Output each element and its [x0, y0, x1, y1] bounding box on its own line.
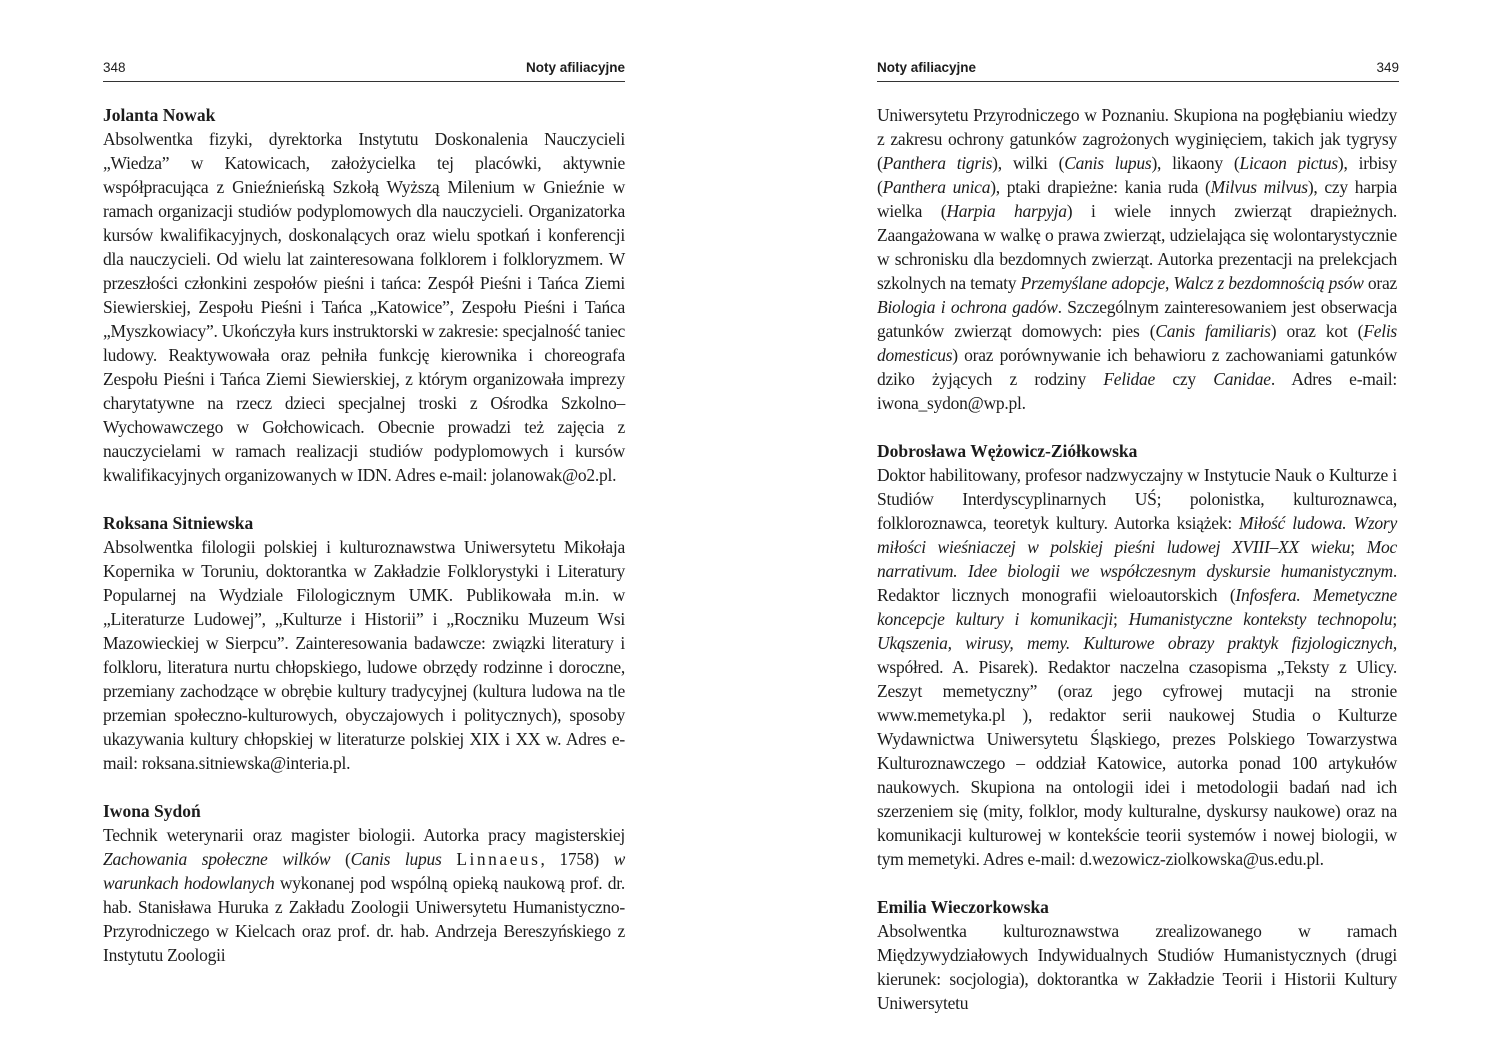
italic-text: Ukąszenia, wirusy, memy. Kulturowe obrazy praktyk fizjologicznych [877, 633, 1393, 653]
running-head [877, 59, 1399, 82]
italic-text: Canidae [1213, 369, 1271, 389]
italic-text: Milvus milvus [1210, 177, 1308, 197]
author-name: Emilia Wieczorkowska [877, 897, 1049, 917]
spaced-text: Linnaeus [456, 849, 541, 869]
bio-entry [103, 799, 625, 967]
italic-text: Harpia harpyja [946, 201, 1067, 221]
page-number: 348 [103, 60, 126, 75]
author-bio-continuation: Uniwersytetu Przyrodniczego w Poznaniu. Skupiona na pogłębianiu wiedzy z zakresu ochrony gatunków zagrożonych wyginięciem, takich jak tygrysy (Panthera tigris), wilki (Canis lupus), likaony (Licaon pictus), irbisy (Panthera unica), ptaki drapieżne: kania ruda (Milvus milvus), czy harpia wielka (Harpia harpyja) i wiele innych zwierząt drapieżnych. Zaangażowana w walkę o prawa zwierząt, udzielająca się wolontarystycznie w schronisku dla bezdomnych zwierząt. Autorka prezentacji na prelekcjach szkolnych na tematy Przemyślane adopcje, Walcz z bezdomnością psów oraz Biologia i ochrona gadów. Szczególnym zainteresowaniem jest obserwacja gatunków zwierząt domowych: pies (Canis familiaris) oraz kot (Felis domesticus) oraz porównywanie ich behawioru z zachowaniami gatunków dziko żyjących z rodziny Felidae czy Canidae. Adres e-mail: iwona_sydon@wp.pl. [877, 105, 1398, 413]
italic-text: Felidae [1103, 369, 1156, 389]
italic-text: Walcz z bezdomnością psów [1173, 273, 1364, 293]
italic-text: w warunkach hodowlanych [103, 849, 626, 893]
page-content [103, 103, 625, 991]
bio-entry-continuation [877, 103, 1397, 415]
italic-text: Licaon pictus [1239, 153, 1338, 173]
author-name: Jolanta Nowak [103, 105, 216, 125]
page-number: 349 [1376, 60, 1399, 75]
running-title: Noty afiliacyjne [525, 60, 625, 75]
bio-entry [877, 895, 1397, 1015]
author-bio: Absolwentka kulturoznawstwa zrealizowanego w ramach Międzywydziałowych Indywidualnych Studiów Humanistycznych (drugi kierunek: socjologia), doktorantka w Zakładzie Teorii i Historii Kultury Uniwersytetu [877, 921, 1397, 1013]
italic-text: Zachowania społeczne wilków [103, 849, 331, 869]
italic-text: Canis lupus [350, 849, 442, 869]
italic-text: Miłość ludowa. Wzory miłości wieśniaczej w polskiej pieśni ludowej XVIII–XX wieku [877, 513, 1397, 557]
author-bio: Absolwentka fizyki, dyrektorka Instytutu Doskonalenia Nauczycieli „Wiedza” w Katowicach, założycielka tej placówki, aktywnie współpracująca z Gnieźnieńską Szkołą Wyższą Milenium w Gnieźnie w ramach organizacji studiów podyplomowych dla nauczycieli. Organizatorka kursów kwalifikacyjnych, doskonalących oraz wielu spotkań i konferencji dla nauczycieli. Od wielu lat zainteresowana folklorem i folkloryzmem. W przeszłości członkini zespołów pieśni i tańca: Zespół Pieśni i Tańca Ziemi Siewierskiej, Zespołu Pieśni i Tańca „Katowice”, Zespołu Pieśni i Tańca „Myszkowiacy”. Ukończyła kurs instruktorski w zakresie: specjalność taniec ludowy. Reaktywowała oraz pełniła funkcję kierownika i choreografa Zespołu Pieśni i Tańca Ziemi Siewierskiej, z którym organizowała imprezy charytatywne na rzecz dzieci specjalnej troski z Ośrodka Szkolno–Wychowawczego w Gołchowicach. Obecnie prowadzi też zajęcia z nauczycielami w ramach realizacji studiów podyplomowych i kursów kwalifikacyjnych organizowanych w IDN. Adres e-mail: jolanowak@o2.pl. [103, 129, 625, 485]
page-content [877, 103, 1397, 1039]
author-name: Roksana Sitniewska [103, 513, 254, 533]
author-bio: Doktor habilitowany, profesor nadzwyczajny w Instytucie Nauk o Kulturze i Studiów Interdyscyplinarnych UŚ; polonistka, kulturoznawca, folkloroznawca, teoretyk kultury. Autorka książek: Miłość ludowa. Wzory miłości wieśniaczej w polskiej pieśni ludowej XVIII–XX wieku; Moc narrativum. Idee biologii we współczesnym dyskursie humanistycznym. Redaktor licznych monografii wieloautorskich (Infosfera. Memetyczne koncepcje kultury i komunikacji; Humanistyczne konteksty technopolu; Ukąszenia, wirusy, memy. Kulturowe obrazy praktyk fizjologicznych, współred. A. Pisarek). Redaktor naczelna czasopisma „Teksty z Ulicy. Zeszyt memetyczny” (oraz jego cyfrowej mutacji na stronie www.memetyka.pl ), redaktor serii naukowej Studia o Kulturze Wydawnictwa Uniwersytetu Śląskiego, prezes Polskiego Towarzystwa Kulturoznawczego – oddział Katowice, autorka ponad 100 artykułów naukowych. Skupiona na ontologii idei i metodologii badań nad ich szerzeniem się (mity, folklor, mody kulturalne, dyskursy naukowe) oraz na komunikacji kulturowej w kontekście teorii systemów i nowej biologii, w tym memetyki. Adres e-mail: d.wezowicz-ziolkowska@us.edu.pl. [877, 465, 1397, 869]
italic-text: Moc narrativum. Idee biologii we współczesnym dyskursie humanistycznym [877, 537, 1397, 581]
author-name: Iwona Sydoń [103, 801, 201, 821]
italic-text: Felis domesticus [877, 321, 1397, 365]
author-name: Dobrosława Wężowicz-Ziółkowska [877, 441, 1138, 461]
italic-text: Panthera unica [882, 177, 991, 197]
italic-text: Biologia i ochrona gadów [877, 297, 1058, 317]
bio-entry [103, 103, 625, 487]
author-bio: Absolwentka filologii polskiej i kulturoznawstwa Uniwersytetu Mikołaja Kopernika w Toruniu, doktorantka w Zakładzie Folklorystyki i Literatury Popularnej na Wydziale Filologicznym UMK. Publikowała m.in. w „Literaturze Ludowej”, „Kulturze i Historii” i „Roczniku Muzeum Wsi Mazowieckiej w Sierpcu”. Zainteresowania badawcze: związki literatury i folkloru, literatura nurtu chłopskiego, ludowe obrzędy rodzinne i doroczne, przemiany zachodzące w obrębie kultury tradycyjnej (kultura ludowa na tle przemian społeczno-kulturowych, obyczajowych i politycznych), sposoby ukazywania kultury chłopskiej w literaturze polskiej XIX i XX w. Adres e-mail: roksana.sitniewska@interia.pl. [103, 537, 625, 773]
running-title: Noty afiliacyjne [877, 60, 977, 75]
italic-text: Humanistyczne konteksty technopolu [1128, 609, 1393, 629]
italic-text: Canis familiaris [1155, 321, 1271, 341]
author-bio: Technik weterynarii oraz magister biologii. Autorka pracy magisterskiej Zachowania społeczne wilków (Canis lupus Linnaeus, 1758) w warunkach hodowlanych wykonanej pod wspólną opieką naukową prof. dr. hab. Stanisława Huruka z Zakładu Zoologii Uniwersytetu Humanistyczno-Przyrodniczego w Kielcach oraz prof. dr. hab. Andrzeja Bereszyńskiego z Instytutu Zoologii [103, 825, 626, 965]
running-head [103, 59, 625, 82]
italic-text: Infosfera. Memetyczne koncepcje kultury i komunikacji [877, 585, 1397, 629]
bio-entry [877, 439, 1397, 871]
bio-entry [103, 511, 625, 775]
italic-text: Panthera tigris [882, 153, 993, 173]
italic-text: Canis lupus [1064, 153, 1152, 173]
italic-text: Przemyślane adopcje [1020, 273, 1166, 293]
